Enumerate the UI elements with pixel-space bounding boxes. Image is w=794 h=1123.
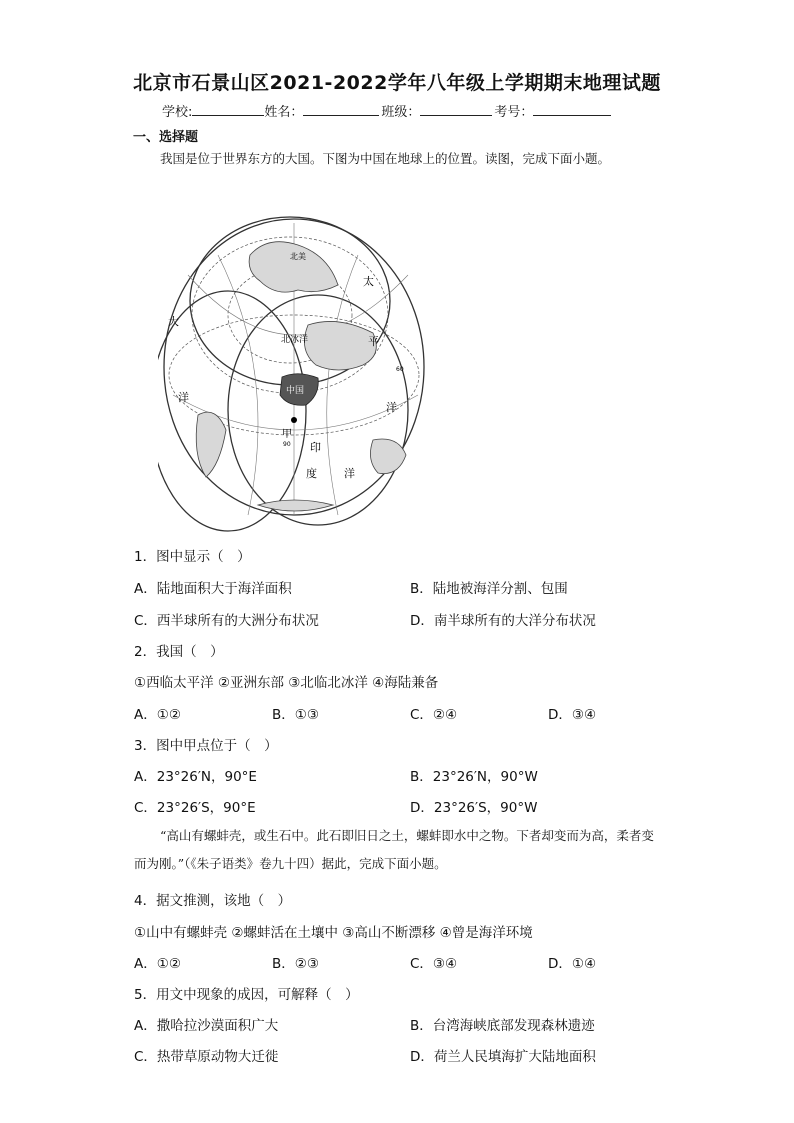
- q1-option-c[interactable]: C．西半球所有的大洲分布状况: [134, 613, 319, 629]
- q5-stem: 5．用文中现象的成因，可解释（ ）: [134, 987, 359, 1003]
- indian-label-3: 洋: [344, 467, 355, 480]
- q1-option-d[interactable]: D．南半球所有的大洋分布状况: [410, 613, 596, 629]
- indian-label-1: 印: [310, 441, 321, 454]
- page-title: 北京市石景山区2021-2022学年八年级上学期期末地理试题: [133, 72, 661, 94]
- q1-option-a[interactable]: A．陆地面积大于海洋面积: [134, 581, 292, 597]
- q4-stem: 4．据文推测，该地（ ）: [134, 893, 292, 909]
- q4-option-c[interactable]: C．③④: [410, 956, 458, 972]
- north-america-label: 北美: [290, 252, 306, 261]
- q5-option-b[interactable]: B．台湾海峡底部发现森林遗迹: [410, 1018, 595, 1034]
- atlantic-label-2: 洋: [178, 391, 189, 404]
- number-field[interactable]: [533, 102, 611, 116]
- q2-items: ①西临太平洋 ②亚洲东部 ③北临北冰洋 ④海陆兼备: [134, 675, 439, 691]
- q5-option-d[interactable]: D．荷兰人民填海扩大陆地面积: [410, 1049, 596, 1065]
- q4-option-b[interactable]: B．②③: [272, 956, 319, 972]
- name-label: 姓名：: [264, 105, 304, 120]
- western-ocean-circle: [158, 291, 309, 531]
- north-america-landmass: [249, 242, 338, 292]
- point-jia: [291, 417, 297, 423]
- q2-option-a[interactable]: A．①②: [134, 707, 181, 723]
- school-label: 学校:: [162, 105, 193, 120]
- china-label: 中国: [286, 386, 305, 396]
- eurasia-landmass: [304, 321, 376, 370]
- australia-landmass: [370, 439, 406, 474]
- pacific-label-3: 洋: [386, 401, 397, 414]
- south-america-landmass: [196, 412, 226, 477]
- q3-option-a[interactable]: A．23°26′N，90°E: [134, 769, 257, 785]
- antarctica-landmass: [258, 500, 333, 511]
- q4-option-d[interactable]: D．①④: [548, 956, 597, 972]
- school-field[interactable]: [192, 102, 264, 116]
- section-heading: 一、选择题: [133, 130, 199, 145]
- arctic-ocean-label: 北冰洋: [281, 335, 309, 345]
- q1-option-b[interactable]: B．陆地被海洋分割、包围: [410, 581, 568, 597]
- q3-option-c[interactable]: C．23°26′S，90°E: [134, 800, 256, 816]
- q3-option-d[interactable]: D．23°26′S，90°W: [410, 800, 538, 816]
- pacific-label-1: 太: [363, 275, 374, 288]
- q4-option-a[interactable]: A．①②: [134, 956, 181, 972]
- intro-paragraph-2: “高山有螺蚌壳，或生石中。此石即旧日之土，螺蚌即水中之物。下者却变而为高，柔者变而为刚。”（《朱子语类》卷九十四）据此，完成下面小题。: [134, 828, 654, 871]
- q2-stem: 2．我国（ ）: [134, 644, 224, 660]
- q1-stem: 1．图中显示（ ）: [134, 549, 251, 565]
- q2-option-c[interactable]: C．②④: [410, 707, 458, 723]
- latitude-60-label: 60: [396, 366, 404, 373]
- class-label: 班级：: [381, 105, 421, 120]
- atlantic-label-1: 大: [168, 315, 179, 328]
- pacific-label-2: 平: [368, 335, 379, 348]
- student-info-row: [162, 101, 611, 120]
- intro-paragraph-1: 我国是位于世界东方的大国。下图为中国在地球上的位置。读图，完成下面小题。: [160, 151, 611, 166]
- q3-option-b[interactable]: B．23°26′N，90°W: [410, 769, 538, 785]
- class-field[interactable]: [420, 102, 492, 116]
- jia-label: 甲: [282, 429, 292, 440]
- longitude-90-label: 90: [283, 441, 291, 448]
- number-label: 考号：: [494, 105, 534, 120]
- q5-option-c[interactable]: C．热带草原动物大迁徙: [134, 1049, 279, 1065]
- q4-items: ①山中有螺蚌壳 ②螺蚌活在土壤中 ③高山不断漂移 ④曾是海洋环境: [134, 925, 533, 941]
- q2-option-d[interactable]: D．③④: [548, 707, 597, 723]
- q2-option-b[interactable]: B．①③: [272, 707, 319, 723]
- indian-label-2: 度: [306, 467, 317, 480]
- globe-map: [158, 215, 428, 535]
- q3-stem: 3．图中甲点位于（ ）: [134, 738, 278, 754]
- name-field[interactable]: [303, 102, 379, 116]
- q5-option-a[interactable]: A．撒哈拉沙漠面积广大: [134, 1018, 279, 1034]
